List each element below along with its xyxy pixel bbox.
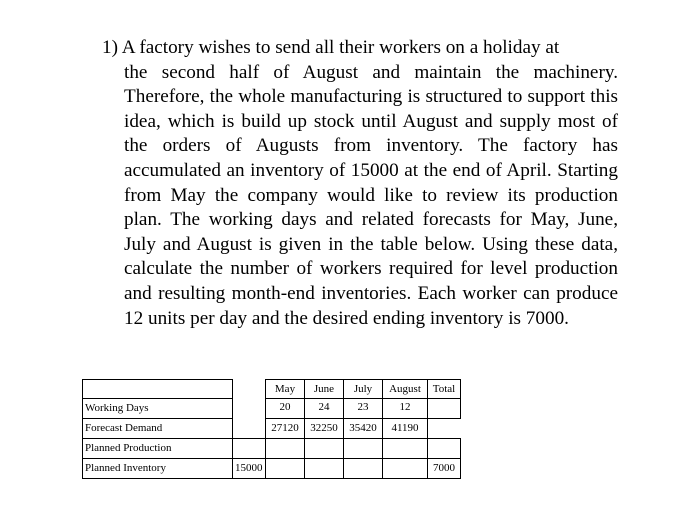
row-label: Working Days — [83, 399, 233, 419]
cell-total — [428, 399, 461, 419]
header-june: June — [305, 380, 344, 399]
table-header-row — [83, 380, 461, 399]
table-row-forecast-demand — [83, 419, 461, 439]
cell-june — [305, 439, 344, 459]
row-initial — [233, 439, 266, 459]
header-july: July — [344, 380, 383, 399]
row-label: Planned Inventory — [83, 459, 233, 479]
cell-june: 24 — [305, 399, 344, 419]
cell-total — [428, 439, 461, 459]
header-august: August — [383, 380, 428, 399]
header-may: May — [266, 380, 305, 399]
cell-july: 23 — [344, 399, 383, 419]
cell-august — [383, 439, 428, 459]
header-label-cell — [83, 380, 233, 399]
problem-body: the second half of August and maintain the machinery. Therefore, the whole manufacturing is structured to support this idea, which is build up stock until August and supply most of the orders of Augusts from inventory. The factory has accumulated an inventory of 15000 at the end of April. Starting from May the company would like to review its production plan. The working days and related forecasts for May, June, July and August is given in the table below. Using these data, calculate the number of workers required for level production and resulting month-end inventories. Each worker can produce 12 units per day and the desired ending inventory is 7000. — [124, 61, 618, 329]
row-initial — [233, 419, 266, 439]
cell-june — [305, 459, 344, 479]
cell-august: 41190 — [383, 419, 428, 439]
cell-total: 7000 — [428, 459, 461, 479]
table-row-working-days — [83, 399, 461, 419]
problem-statement — [102, 36, 618, 331]
row-initial: 15000 — [233, 459, 266, 479]
cell-august — [383, 459, 428, 479]
cell-july — [344, 439, 383, 459]
cell-may: 27120 — [266, 419, 305, 439]
cell-total — [428, 419, 461, 439]
row-label: Forecast Demand — [83, 419, 233, 439]
table-row-planned-production — [83, 439, 461, 459]
cell-may — [266, 459, 305, 479]
header-total: Total — [428, 380, 461, 399]
header-initial-cell — [233, 380, 266, 399]
cell-june: 32250 — [305, 419, 344, 439]
cell-july: 35420 — [344, 419, 383, 439]
cell-august: 12 — [383, 399, 428, 419]
problem-number: 1) — [102, 37, 118, 58]
row-initial — [233, 399, 266, 419]
row-label: Planned Production — [83, 439, 233, 459]
cell-may: 20 — [266, 399, 305, 419]
problem-first-line — [102, 36, 618, 61]
cell-may — [266, 439, 305, 459]
cell-july — [344, 459, 383, 479]
production-plan-table — [82, 379, 461, 479]
problem-first-line-text: A factory wishes to send all their workers on a holiday at — [121, 37, 560, 58]
table-row-planned-inventory — [83, 459, 461, 479]
